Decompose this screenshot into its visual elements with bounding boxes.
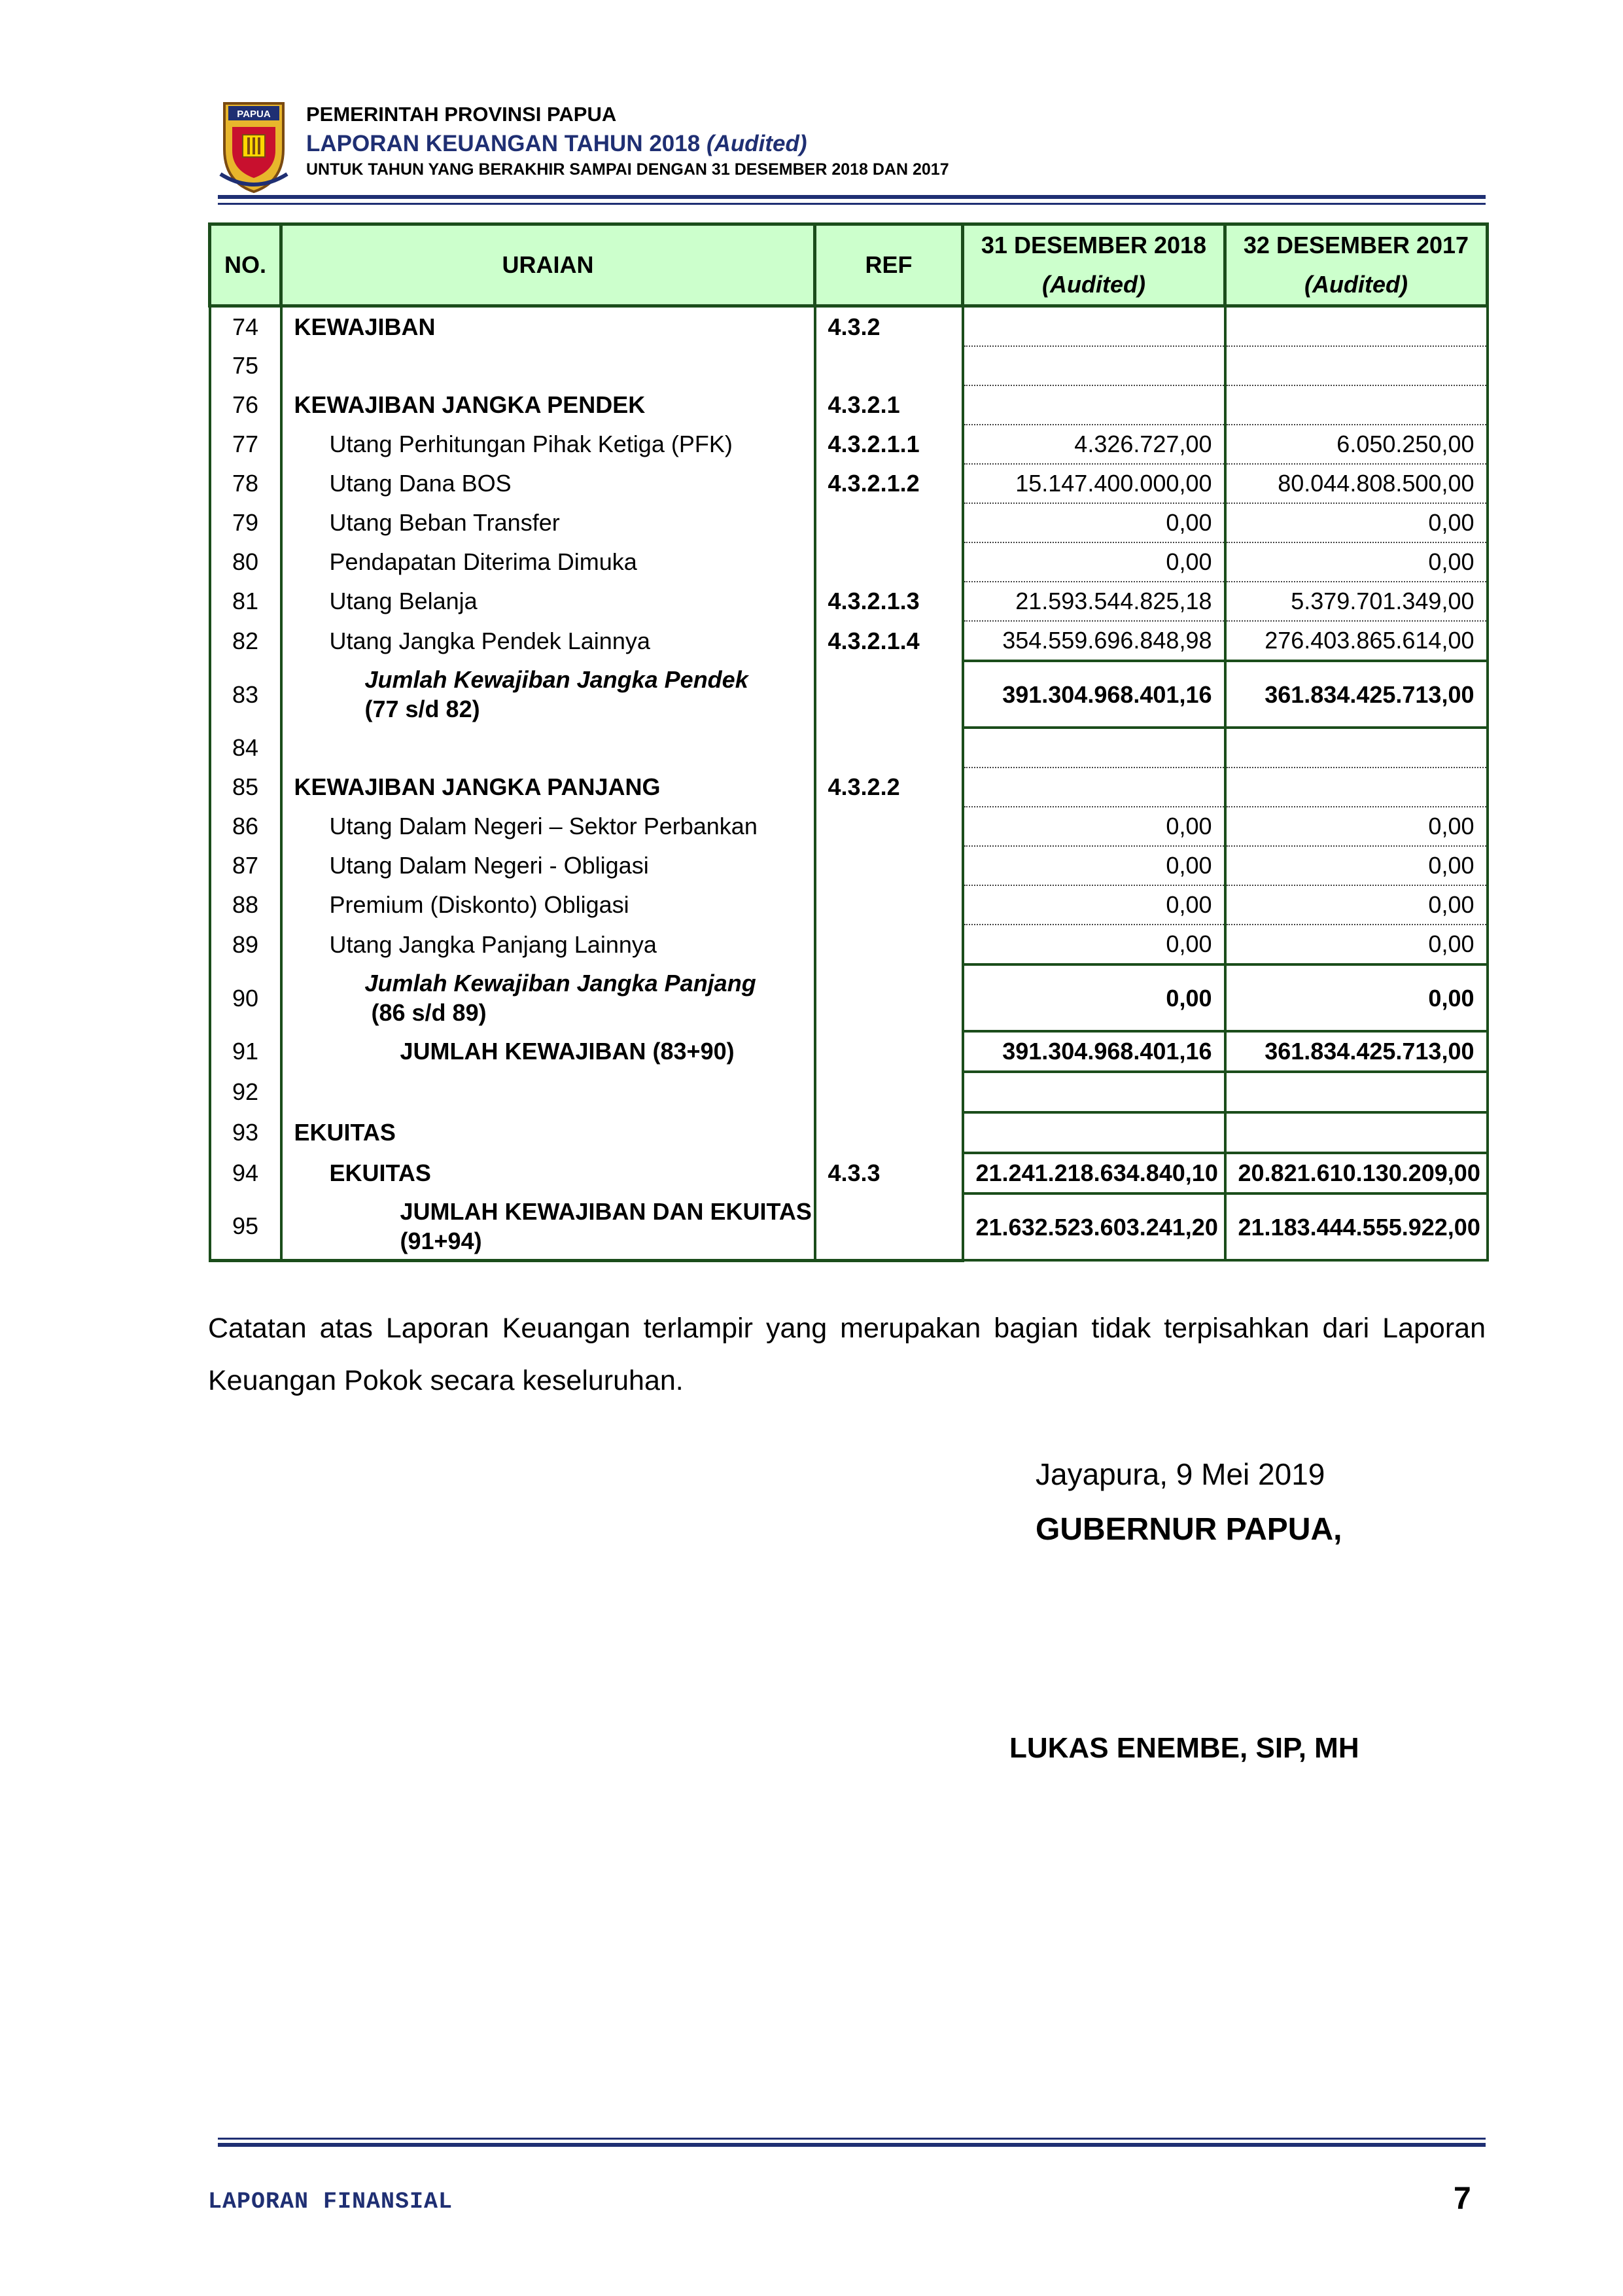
- row-uraian: Utang Beban Transfer: [281, 503, 815, 542]
- footnote: Catatan atas Laporan Keuangan terlampir yang merupakan bagian tidak terpisahkan dari Laporan Keuangan Pokok secara keseluruhan.: [208, 1313, 1486, 1396]
- row-uraian: Utang Dalam Negeri - Obligasi: [281, 846, 815, 885]
- header-no: NO.: [210, 224, 281, 306]
- row-uraian: KEWAJIBAN: [281, 306, 815, 347]
- subtotal-range: (77 s/d 82): [364, 696, 480, 722]
- row-value-2017: 0,00: [1225, 846, 1488, 885]
- table-row: [210, 1072, 1488, 1112]
- header-uraian: URAIAN: [281, 224, 815, 306]
- row-value-2018: [963, 728, 1225, 768]
- row-no: 85: [210, 768, 281, 807]
- row-value-2017: [1225, 306, 1488, 347]
- row-no: 94: [210, 1153, 281, 1193]
- header-2018-audited: (Audited): [1042, 271, 1145, 298]
- header-ref: REF: [815, 224, 963, 306]
- header-period: UNTUK TAHUN YANG BERAKHIR SAMPAI DENGAN 31 DESEMBER 2018 DAN 2017: [306, 160, 949, 179]
- table-row: [210, 425, 1488, 464]
- report-title-text: LAPORAN KEUANGAN TAHUN 2018: [306, 131, 701, 156]
- row-value-2017: 5.379.701.349,00: [1225, 582, 1488, 621]
- table-row: [210, 582, 1488, 621]
- row-no: 76: [210, 385, 281, 425]
- row-ref: 4.3.2.2: [815, 768, 963, 807]
- table-row: [210, 503, 1488, 542]
- row-no: 86: [210, 807, 281, 846]
- footer-label: LAPORAN FINANSIAL: [208, 2189, 453, 2215]
- footer-rule-thin: [218, 2138, 1486, 2140]
- table-row: [210, 464, 1488, 503]
- subtotal-row: [210, 964, 1488, 1031]
- row-value-2017: 6.050.250,00: [1225, 425, 1488, 464]
- row-uraian: Pendapatan Diterima Dimuka: [281, 542, 815, 582]
- balance-sheet-table: [208, 222, 1489, 1262]
- row-uraian: KEWAJIBAN JANGKA PANJANG: [281, 768, 815, 807]
- row-ref: 4.3.3: [815, 1153, 963, 1193]
- row-value-2017: 0,00: [1225, 807, 1488, 846]
- row-value-2017: [1225, 346, 1488, 385]
- row-value-2017: [1225, 728, 1488, 768]
- row-ref: [815, 1193, 963, 1260]
- row-no: 82: [210, 621, 281, 661]
- row-ref: 4.3.2.1.4: [815, 621, 963, 661]
- row-uraian: Premium (Diskonto) Obligasi: [281, 885, 815, 925]
- row-value-2018: 354.559.696.848,98: [963, 621, 1225, 661]
- row-no: 74: [210, 306, 281, 347]
- row-ref: [815, 964, 963, 1031]
- row-uraian: [281, 1072, 815, 1112]
- row-ref: [815, 346, 963, 385]
- row-value-2018: 391.304.968.401,16: [963, 1031, 1225, 1072]
- row-ref: [815, 661, 963, 728]
- row-value-2018: [963, 306, 1225, 347]
- row-value-2017: [1225, 768, 1488, 807]
- row-no: 83: [210, 661, 281, 728]
- row-value-2018: 0,00: [963, 542, 1225, 582]
- table-row: [210, 621, 1488, 661]
- table-row: [210, 385, 1488, 425]
- header-2017-audited: (Audited): [1304, 271, 1408, 298]
- footer-rule-thick: [218, 2143, 1486, 2147]
- header-2017: [1225, 224, 1488, 306]
- row-value-2018: 0,00: [963, 964, 1225, 1031]
- row-ref: [815, 1031, 963, 1072]
- row-uraian: Utang Dana BOS: [281, 464, 815, 503]
- row-value-2017: 276.403.865.614,00: [1225, 621, 1488, 661]
- row-ref: 4.3.2.1.2: [815, 464, 963, 503]
- grand-total-row: [210, 1193, 1488, 1260]
- row-value-2018: 0,00: [963, 925, 1225, 964]
- row-ref: [815, 728, 963, 768]
- row-ref: [815, 1112, 963, 1153]
- table-row: [210, 846, 1488, 885]
- row-value-2017: [1225, 1072, 1488, 1112]
- papua-province-emblem: [218, 97, 290, 195]
- row-no: 81: [210, 582, 281, 621]
- row-no: 84: [210, 728, 281, 768]
- table-row: [210, 542, 1488, 582]
- row-ref: [815, 503, 963, 542]
- row-uraian: [281, 661, 815, 728]
- row-ref: [815, 925, 963, 964]
- row-value-2018: [963, 1072, 1225, 1112]
- subtotal-label: Jumlah Kewajiban Jangka Panjang: [364, 970, 756, 997]
- table-row: [210, 885, 1488, 925]
- subtotal-label: Jumlah Kewajiban Jangka Pendek: [364, 666, 748, 693]
- row-value-2017: 0,00: [1225, 964, 1488, 1031]
- row-no: 91: [210, 1031, 281, 1072]
- table-row: [210, 1112, 1488, 1153]
- row-no: 90: [210, 964, 281, 1031]
- row-ref: [815, 807, 963, 846]
- signature-title: GUBERNUR PAPUA,: [1036, 1512, 1342, 1547]
- row-uraian: Utang Belanja: [281, 582, 815, 621]
- table-row: [210, 925, 1488, 964]
- row-ref: [815, 846, 963, 885]
- row-value-2018: 4.326.727,00: [963, 425, 1225, 464]
- header-rule-thin: [218, 203, 1486, 205]
- row-uraian: Utang Jangka Panjang Lainnya: [281, 925, 815, 964]
- signature-name: LUKAS ENEMBE, SIP, MH: [1009, 1732, 1359, 1764]
- row-value-2018: [963, 768, 1225, 807]
- row-uraian: Utang Jangka Pendek Lainnya: [281, 621, 815, 661]
- row-value-2017: 0,00: [1225, 503, 1488, 542]
- row-value-2018: [963, 346, 1225, 385]
- row-value-2018: 0,00: [963, 885, 1225, 925]
- header-2017-label: 32 DESEMBER 2017: [1243, 232, 1469, 258]
- header-2018-label: 31 DESEMBER 2018: [981, 232, 1207, 258]
- row-uraian: Utang Dalam Negeri – Sektor Perbankan: [281, 807, 815, 846]
- row-no: 78: [210, 464, 281, 503]
- table-row: [210, 306, 1488, 347]
- row-value-2017: 0,00: [1225, 925, 1488, 964]
- header-report-title: [306, 131, 807, 157]
- row-value-2018: 0,00: [963, 503, 1225, 542]
- svg-text:PAPUA: PAPUA: [237, 109, 271, 120]
- row-value-2017: 0,00: [1225, 885, 1488, 925]
- row-uraian: JUMLAH KEWAJIBAN (83+90): [281, 1031, 815, 1072]
- row-uraian: [281, 964, 815, 1031]
- row-no: 93: [210, 1112, 281, 1153]
- row-value-2018: 21.241.218.634.840,10: [963, 1153, 1225, 1193]
- row-value-2017: 361.834.425.713,00: [1225, 661, 1488, 728]
- table-row: [210, 807, 1488, 846]
- header-government: PEMERINTAH PROVINSI PAPUA: [306, 103, 617, 126]
- row-value-2018: 0,00: [963, 807, 1225, 846]
- row-uraian: EKUITAS: [281, 1153, 815, 1193]
- row-ref: [815, 1072, 963, 1112]
- table-header-row: [210, 224, 1488, 306]
- row-no: 87: [210, 846, 281, 885]
- row-value-2018: [963, 385, 1225, 425]
- page-number: 7: [1454, 2181, 1471, 2216]
- report-title-audited: (Audited): [706, 131, 807, 156]
- row-ref: [815, 542, 963, 582]
- row-ref: [815, 885, 963, 925]
- row-uraian: Utang Perhitungan Pihak Ketiga (PFK): [281, 425, 815, 464]
- row-value-2018: 15.147.400.000,00: [963, 464, 1225, 503]
- row-uraian: [281, 1193, 815, 1260]
- row-value-2018: 391.304.968.401,16: [963, 661, 1225, 728]
- row-value-2017: [1225, 1112, 1488, 1153]
- row-value-2017: 20.821.610.130.209,00: [1225, 1153, 1488, 1193]
- row-no: 75: [210, 346, 281, 385]
- row-ref: 4.3.2.1.3: [815, 582, 963, 621]
- row-value-2017: 80.044.808.500,00: [1225, 464, 1488, 503]
- row-no: 88: [210, 885, 281, 925]
- row-ref: 4.3.2.1.1: [815, 425, 963, 464]
- row-value-2018: 0,00: [963, 846, 1225, 885]
- header-2018: [963, 224, 1225, 306]
- table-row: [210, 728, 1488, 768]
- row-no: 79: [210, 503, 281, 542]
- table-row: [210, 346, 1488, 385]
- row-no: 92: [210, 1072, 281, 1112]
- row-uraian: [281, 346, 815, 385]
- row-ref: 4.3.2.1: [815, 385, 963, 425]
- row-ref: 4.3.2: [815, 306, 963, 347]
- subtotal-row: [210, 661, 1488, 728]
- row-value-2018: 21.632.523.603.241,20: [963, 1193, 1225, 1260]
- row-no: 95: [210, 1193, 281, 1260]
- row-uraian: KEWAJIBAN JANGKA PENDEK: [281, 385, 815, 425]
- row-value-2017: 361.834.425.713,00: [1225, 1031, 1488, 1072]
- row-value-2017: 0,00: [1225, 542, 1488, 582]
- row-uraian: EKUITAS: [281, 1112, 815, 1153]
- subtotal-range: (86 s/d 89): [371, 999, 487, 1026]
- table-row: [210, 768, 1488, 807]
- row-no: 77: [210, 425, 281, 464]
- row-value-2017: 21.183.444.555.922,00: [1225, 1193, 1488, 1260]
- header-rule-thick: [218, 195, 1486, 199]
- total-row: [210, 1031, 1488, 1072]
- grand-total-range: (91+94): [400, 1227, 482, 1254]
- equity-row: [210, 1153, 1488, 1193]
- grand-total-label: JUMLAH KEWAJIBAN DAN EKUITAS: [400, 1197, 812, 1225]
- row-value-2017: [1225, 385, 1488, 425]
- signature-place-date: Jayapura, 9 Mei 2019: [1036, 1457, 1325, 1491]
- row-value-2018: 21.593.544.825,18: [963, 582, 1225, 621]
- row-value-2018: [963, 1112, 1225, 1153]
- row-no: 89: [210, 925, 281, 964]
- row-uraian: [281, 728, 815, 768]
- row-no: 80: [210, 542, 281, 582]
